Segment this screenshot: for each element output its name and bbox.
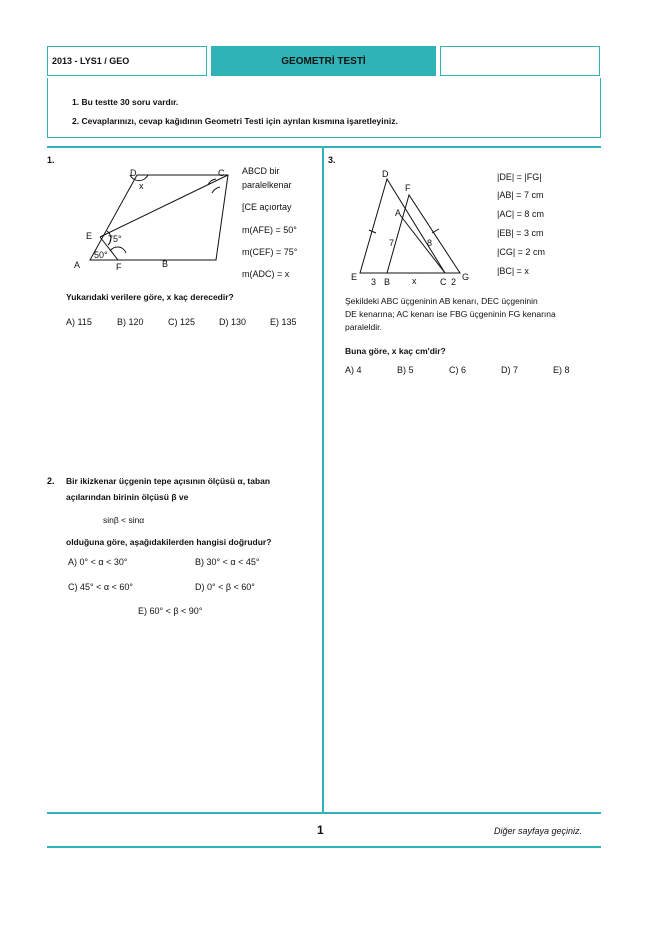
page-number: 1 xyxy=(317,823,324,837)
q1-question: Yukarıdaki verilere göre, x kaç derecedir? xyxy=(66,292,234,302)
column-divider xyxy=(322,146,324,814)
label-d: D xyxy=(382,169,389,179)
q1-given-1: ABCD bir xyxy=(242,166,280,176)
q3-option-d[interactable]: D) 7 xyxy=(501,365,519,375)
q2-option-c[interactable]: C) 45° < α < 60° xyxy=(68,582,133,592)
label-g: G xyxy=(462,272,470,282)
label-2: 2 xyxy=(451,277,457,287)
q1-option-b[interactable]: B) 120 xyxy=(117,317,144,327)
q1-given-3: [CE açıortay xyxy=(242,202,292,212)
q3-number: 3. xyxy=(328,155,336,165)
label-b: B xyxy=(162,259,169,269)
q3-text-1: Şekildeki ABC üçgeninin AB kenarı, DEC üçgeninin xyxy=(345,296,538,306)
q2-number: 2. xyxy=(47,476,55,486)
label-3: 3 xyxy=(371,277,377,287)
q1-given-5: m(CEF) = 75° xyxy=(242,247,298,257)
top-rule xyxy=(47,146,601,148)
label-a: A xyxy=(395,208,402,218)
q3-given-4: |EB| = 3 cm xyxy=(497,228,544,238)
q3-option-b[interactable]: B) 5 xyxy=(397,365,414,375)
q3-option-c[interactable]: C) 6 xyxy=(449,365,467,375)
q3-option-a[interactable]: A) 4 xyxy=(345,365,362,375)
footer-rule xyxy=(47,846,601,848)
q3-text-2: DE kenarına; AC kenarı ise FBG üçgeninin FG kenarına xyxy=(345,309,556,319)
header-right-box xyxy=(440,46,600,76)
label-50: 50° xyxy=(94,250,108,260)
label-b: B xyxy=(384,277,391,287)
q1-given-2: paralelkenar xyxy=(242,180,292,190)
q3-text-3: paraleldir. xyxy=(345,322,382,332)
q2-option-b[interactable]: B) 30° < α < 45° xyxy=(195,557,260,567)
exam-code: 2013 - LYS1 / GEO xyxy=(47,46,207,76)
q2-line-1: Bir ikizkenar üçgenin tepe açısının ölçüsü α, taban xyxy=(66,476,271,486)
label-8: 8 xyxy=(427,238,433,248)
q1-figure xyxy=(70,165,240,275)
label-d: D xyxy=(130,168,137,178)
segment-ac xyxy=(400,215,445,273)
triangle-dec xyxy=(360,179,445,273)
test-title: GEOMETRİ TESTİ xyxy=(211,46,436,76)
label-7: 7 xyxy=(389,238,395,248)
q2-condition: sinβ < sinα xyxy=(103,515,145,525)
q1-given-4: m(AFE) = 50° xyxy=(242,225,297,235)
label-f: F xyxy=(405,183,411,193)
q3-given-6: |BC| = x xyxy=(497,266,529,276)
label-c: C xyxy=(440,277,447,287)
q2-option-d[interactable]: D) 0° < β < 60° xyxy=(195,582,255,592)
instruction-1: 1. Bu testte 30 soru vardır. xyxy=(72,97,179,107)
label-e: E xyxy=(351,272,358,282)
q3-given-3: |AC| = 8 cm xyxy=(497,209,544,219)
q3-question: Buna göre, x kaç cm'dir? xyxy=(345,346,446,356)
q2-line-2: açılarından birinin ölçüsü β ve xyxy=(66,492,189,502)
q1-number: 1. xyxy=(47,155,55,165)
label-e: E xyxy=(86,231,93,241)
q1-option-a[interactable]: A) 115 xyxy=(66,317,92,327)
q1-given-6: m(ADC) = x xyxy=(242,269,290,279)
label-a: A xyxy=(74,260,81,270)
bottom-rule xyxy=(47,812,601,814)
q3-option-e[interactable]: E) 8 xyxy=(553,365,570,375)
next-page-note: Diğer sayfaya geçiniz. xyxy=(494,826,583,836)
label-75: 75° xyxy=(108,234,122,244)
q2-option-e[interactable]: E) 60° < β < 90° xyxy=(138,606,203,616)
q3-given-1: |DE| = |FG| xyxy=(497,172,542,182)
label-x: x xyxy=(139,181,144,191)
instructions-box xyxy=(47,78,601,138)
q1-option-c[interactable]: C) 125 xyxy=(168,317,196,327)
q3-given-5: |CG| = 2 cm xyxy=(497,247,545,257)
q1-option-e[interactable]: E) 135 xyxy=(270,317,297,327)
label-x: x xyxy=(412,276,417,286)
q2-option-a[interactable]: A) 0° < α < 30° xyxy=(68,557,128,567)
q3-figure xyxy=(345,165,480,287)
label-f: F xyxy=(116,262,122,272)
triangle-fbg xyxy=(387,195,460,273)
q2-question: olduğuna göre, aşağıdakilerden hangisi doğrudur? xyxy=(66,537,272,547)
q3-given-2: |AB| = 7 cm xyxy=(497,190,544,200)
label-c: C xyxy=(218,168,225,178)
instruction-2: 2. Cevaplarınızı, cevap kağıdının Geometri Testi için ayrılan kısmına işaretleyiniz. xyxy=(72,116,398,126)
q1-option-d[interactable]: D) 130 xyxy=(219,317,247,327)
parallelogram-abcd xyxy=(90,175,228,260)
angle-arc-c2 xyxy=(212,187,220,193)
